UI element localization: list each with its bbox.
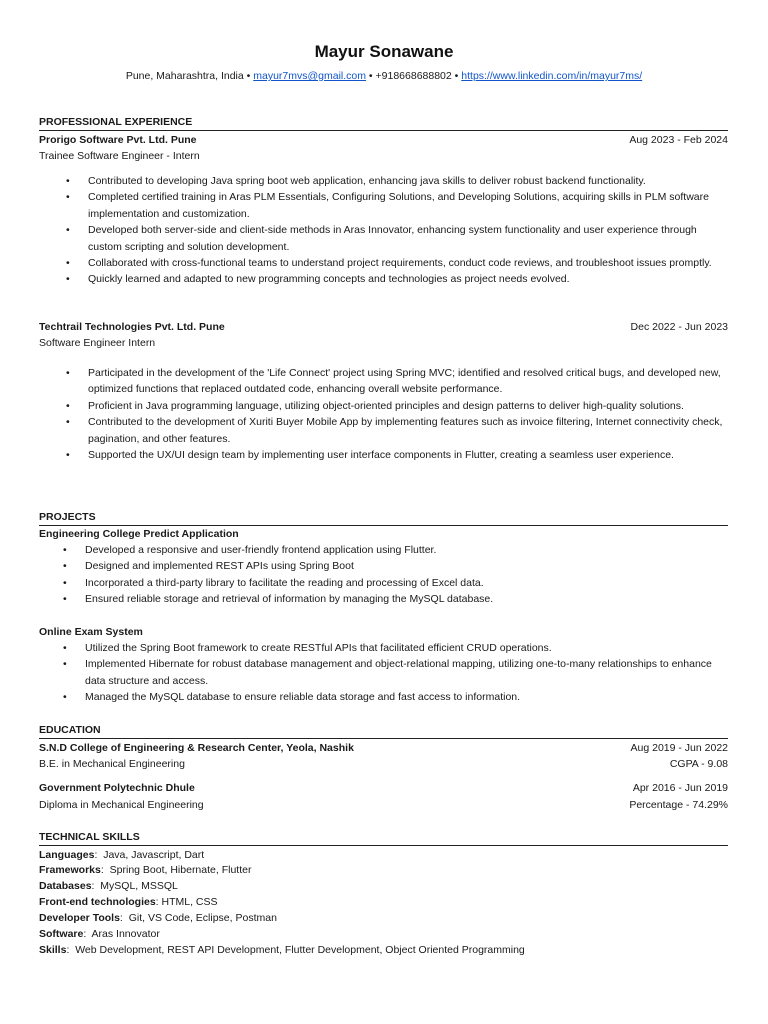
job-role: Software Engineer Intern bbox=[39, 337, 156, 349]
skill-row: Developer Tools: Git, VS Code, Eclipse, Postman bbox=[39, 912, 277, 924]
skill-value: Git, VS Code, Eclipse, Postman bbox=[128, 912, 277, 924]
section-title-skills: TECHNICAL SKILLS bbox=[39, 830, 728, 846]
degree: B.E. in Mechanical Engineering bbox=[39, 758, 185, 770]
section-title-education: EDUCATION bbox=[39, 723, 728, 739]
linkedin-link[interactable]: https://www.linkedin.com/in/mayur7ms/ bbox=[461, 70, 643, 82]
separator: • bbox=[243, 70, 254, 82]
list-item: • Supported the UX/UI design team by implementing user interface components in Flutter, creating a seamless user experience. bbox=[88, 447, 733, 463]
education-detail bbox=[39, 797, 728, 813]
list-item: • Developed both server-side and client-side methods in Aras Innovator, enhancing system functionality and user experience through custom scripting and solution development. bbox=[88, 222, 733, 255]
project-bullets bbox=[85, 542, 730, 608]
job-header bbox=[39, 132, 728, 148]
project-bullets bbox=[85, 640, 730, 706]
skill-value: Java, Javascript, Dart bbox=[103, 849, 205, 861]
skill-label: Skills bbox=[39, 944, 67, 956]
list-item: • Completed certified training in Aras PLM Essentials, Configuring Solutions, and Developing Solutions, acquiring skills in PLM software implementation and customization. bbox=[88, 189, 733, 222]
job-header bbox=[39, 319, 728, 335]
resume-name: Mayur Sonawane bbox=[314, 42, 454, 61]
score: CGPA - 9.08 bbox=[669, 758, 728, 770]
list-item: • Contributed to developing Java spring boot web application, enhancing java skills to deliver robust backend functionality. bbox=[88, 173, 733, 189]
list-item: • Developed a responsive and user-friendly frontend application using Flutter. bbox=[85, 542, 730, 558]
separator: • bbox=[366, 70, 376, 82]
list-item: • Collaborated with cross-functional teams to understand project requirements, conduct code reviews, and troubleshoot issues promptly. bbox=[88, 255, 733, 271]
job-bullets bbox=[88, 173, 733, 288]
degree: Diploma in Mechanical Engineering bbox=[39, 799, 204, 811]
list-item: • Utilized the Spring Boot framework to create RESTful APIs that facilitated efficient CRUD operations. bbox=[85, 640, 730, 656]
contact-line bbox=[0, 68, 768, 84]
skill-label: Languages bbox=[39, 849, 95, 861]
project-name: Online Exam System bbox=[39, 626, 143, 638]
education-detail bbox=[39, 756, 728, 772]
skill-label: Software bbox=[39, 928, 84, 940]
skill-row: Languages: Java, Javascript, Dart bbox=[39, 849, 205, 861]
skill-label: Frameworks bbox=[39, 864, 101, 876]
location: Pune, Maharashtra, India bbox=[125, 70, 244, 82]
list-item: • Proficient in Java programming language, utilizing object-oriented principles and design patterns to deliver high-quality solutions. bbox=[88, 398, 733, 414]
skill-label: Databases bbox=[39, 880, 92, 892]
list-item: • Contributed to the development of Xuriti Buyer Mobile App by implementing features such as invoice filtering, Internet connectivity check, pagination, and other features. bbox=[88, 414, 733, 447]
job-company: Prorigo Software Pvt. Ltd. Pune bbox=[39, 134, 197, 146]
skill-row: Databases: MySQL, MSSQL bbox=[39, 880, 178, 892]
education-dates: Apr 2016 - Jun 2019 bbox=[632, 782, 728, 794]
score: Percentage - 74.29% bbox=[629, 799, 728, 811]
skill-value: HTML, CSS bbox=[161, 896, 218, 908]
project-name: Engineering College Predict Application bbox=[39, 528, 239, 540]
skill-row: Software: Aras Innovator bbox=[39, 928, 160, 940]
list-item: • Quickly learned and adapted to new programming concepts and technologies as project needs evolved. bbox=[88, 271, 733, 287]
list-item: • Implemented Hibernate for robust database management and object-relational mapping, utilizing one-to-many relationships to enhance data structure and access. bbox=[85, 656, 730, 689]
education-dates: Aug 2019 - Jun 2022 bbox=[630, 742, 728, 754]
skill-row: Frameworks: Spring Boot, Hibernate, Flutter bbox=[39, 864, 252, 876]
education-header bbox=[39, 780, 728, 796]
list-item: • Incorporated a third-party library to facilitate the reading and processing of Excel data. bbox=[85, 575, 730, 591]
section-title-projects: PROJECTS bbox=[39, 510, 728, 526]
skill-value: Aras Innovator bbox=[91, 928, 160, 940]
job-dates: Aug 2023 - Feb 2024 bbox=[629, 134, 728, 146]
phone: +918668688802 bbox=[375, 70, 452, 82]
skill-value: Spring Boot, Hibernate, Flutter bbox=[109, 864, 252, 876]
list-item: • Designed and implemented REST APIs using Spring Boot bbox=[85, 558, 730, 574]
email-link[interactable]: mayur7mvs@gmail.com bbox=[253, 70, 367, 82]
job-bullets bbox=[88, 365, 733, 463]
list-item: • Participated in the development of the 'Life Connect' project using Spring MVC; identified and resolved critical bugs, and developed new, optimized functions that replaced outdated code, enhancing overall website performance. bbox=[88, 365, 733, 398]
school-name: S.N.D College of Engineering & Research Center, Yeola, Nashik bbox=[39, 742, 354, 754]
skill-label: Developer Tools bbox=[39, 912, 120, 924]
list-item: • Ensured reliable storage and retrieval of information by managing the MySQL database. bbox=[85, 591, 730, 607]
job-dates: Dec 2022 - Jun 2023 bbox=[630, 321, 728, 333]
job-company: Techtrail Technologies Pvt. Ltd. Pune bbox=[39, 321, 225, 333]
school-name: Government Polytechnic Dhule bbox=[39, 782, 195, 794]
skill-label: Front-end technologies bbox=[39, 896, 156, 908]
section-title-experience: PROFESSIONAL EXPERIENCE bbox=[39, 115, 728, 131]
education-header bbox=[39, 740, 728, 756]
skill-value: Web Development, REST API Development, Flutter Development, Object Oriented Programming bbox=[75, 944, 525, 956]
list-item: • Managed the MySQL database to ensure reliable data storage and fast access to information. bbox=[85, 689, 730, 705]
skill-row: Skills: Web Development, REST API Development, Flutter Development, Object Oriented Programming bbox=[39, 944, 525, 956]
skill-value: MySQL, MSSQL bbox=[100, 880, 178, 892]
job-role: Trainee Software Engineer - Intern bbox=[39, 150, 200, 162]
separator: • bbox=[451, 70, 462, 82]
skill-row: Front-end technologies: HTML, CSS bbox=[39, 896, 218, 908]
